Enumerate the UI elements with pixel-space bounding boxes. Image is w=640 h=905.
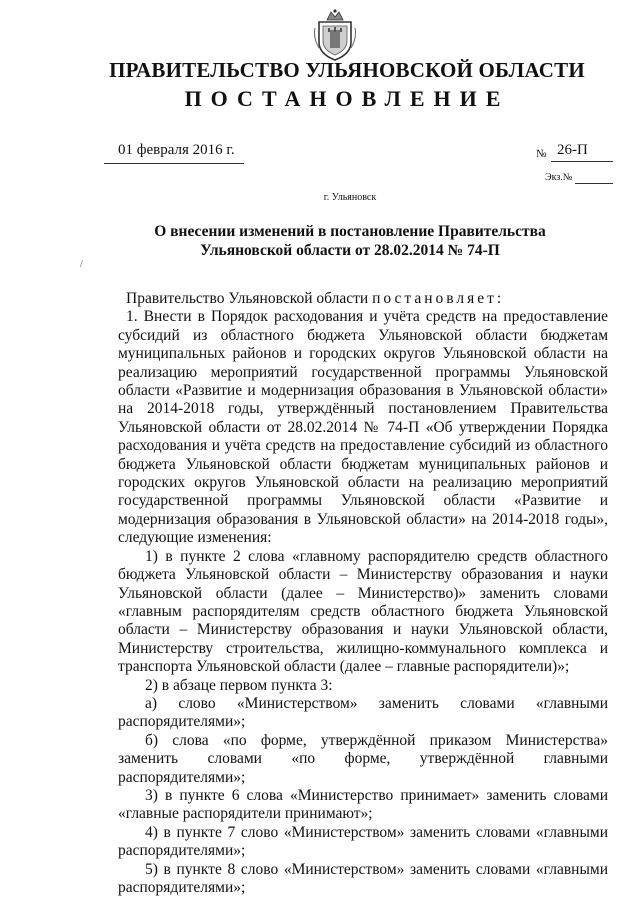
copy-number-underline xyxy=(575,183,613,184)
document-date: 01 февраля 2016 г. xyxy=(118,142,235,158)
title-line-2: Ульяновской области от 28.02.2014 № 74-П xyxy=(200,242,500,259)
paragraph-item-2a: а) слово «Министерством» заменить словами «главными распорядителями»; xyxy=(118,694,608,731)
paragraph-1: 1. Внести в Порядок расходования и учёта средств на предоставление субсидий из областного бюджета Ульяновской области бюджетам муниципальных районов и городских округов Ульяновской области на реализацию мероприятий государственной программы Ульяновской области «Развитие и модернизация образования в Ульяновской области» на 2014-2018 годы, утверждённый постановлением Правительства Ульяновской области от 28.02.2014 № 74-П «Об утверждении Порядка расходования и учёта средств на предоставление субсидий из областного бюджета Ульяновской области бюджетам муниципальных районов и городских округов Ульяновской области на реализацию мероприятий государственной программы Ульяновской области «Развитие и модернизация образования в Ульяновской области» на 2014-2018 годы», следующие изменения: xyxy=(118,308,608,547)
paragraph-item-3: 3) в пункте 6 слова «Министерство принимает» заменить словами «главные распорядители принимают»; xyxy=(118,786,608,823)
copy-number-label: Экз.№ xyxy=(545,172,573,183)
paragraph-item-4: 4) в пункте 7 слово «Министерством» заменить словами «главными распорядителями»; xyxy=(118,823,608,860)
document-body xyxy=(118,290,608,897)
paragraph-item-5: 5) в пункте 8 слово «Министерством» заменить словами «главными распорядителями»; xyxy=(118,860,608,896)
city-name: г. Ульяновск xyxy=(323,192,377,203)
paragraph-item-1: 1) в пункте 2 слова «главному распорядителю средств областного бюджета Ульяновской области – Министерству образования и науки Ульяновской области (далее – Министерство)» заменить словами «главным распорядителям средств областного бюджета Ульяновской области – Министерству образования и науки Ульяновской области, Министерству строительства, жилищно-коммунального комплекса и транспорта Ульяновской области (далее – главные распорядители)»; xyxy=(118,547,608,676)
document-title xyxy=(140,222,560,260)
intro-decree-word: постановляет: xyxy=(372,290,505,307)
intro-text: Правительство Ульяновской области xyxy=(126,290,373,307)
number-sign: № xyxy=(536,148,547,160)
coat-of-arms-icon xyxy=(313,8,357,62)
date-underline xyxy=(104,163,244,164)
title-line-1: О внесении изменений в постановление Правительства xyxy=(154,223,546,240)
number-underline xyxy=(551,161,613,162)
document-type: ПОСТАНОВЛЕНИЕ xyxy=(184,86,510,111)
margin-mark: / xyxy=(80,259,83,270)
paragraph-item-2: 2) в абзаце первом пункта 3: xyxy=(145,676,333,694)
document-number: 26-П xyxy=(557,142,588,158)
organization-name: ПРАВИТЕЛЬСТВО УЛЬЯНОВСКОЙ ОБЛАСТИ xyxy=(109,58,585,82)
intro-paragraph xyxy=(118,290,608,308)
paragraph-item-2b: б) слова «по форме, утверждённой приказом Министерства» заменить словами «по форме, утверждённой главными распорядителями»; xyxy=(118,731,608,786)
